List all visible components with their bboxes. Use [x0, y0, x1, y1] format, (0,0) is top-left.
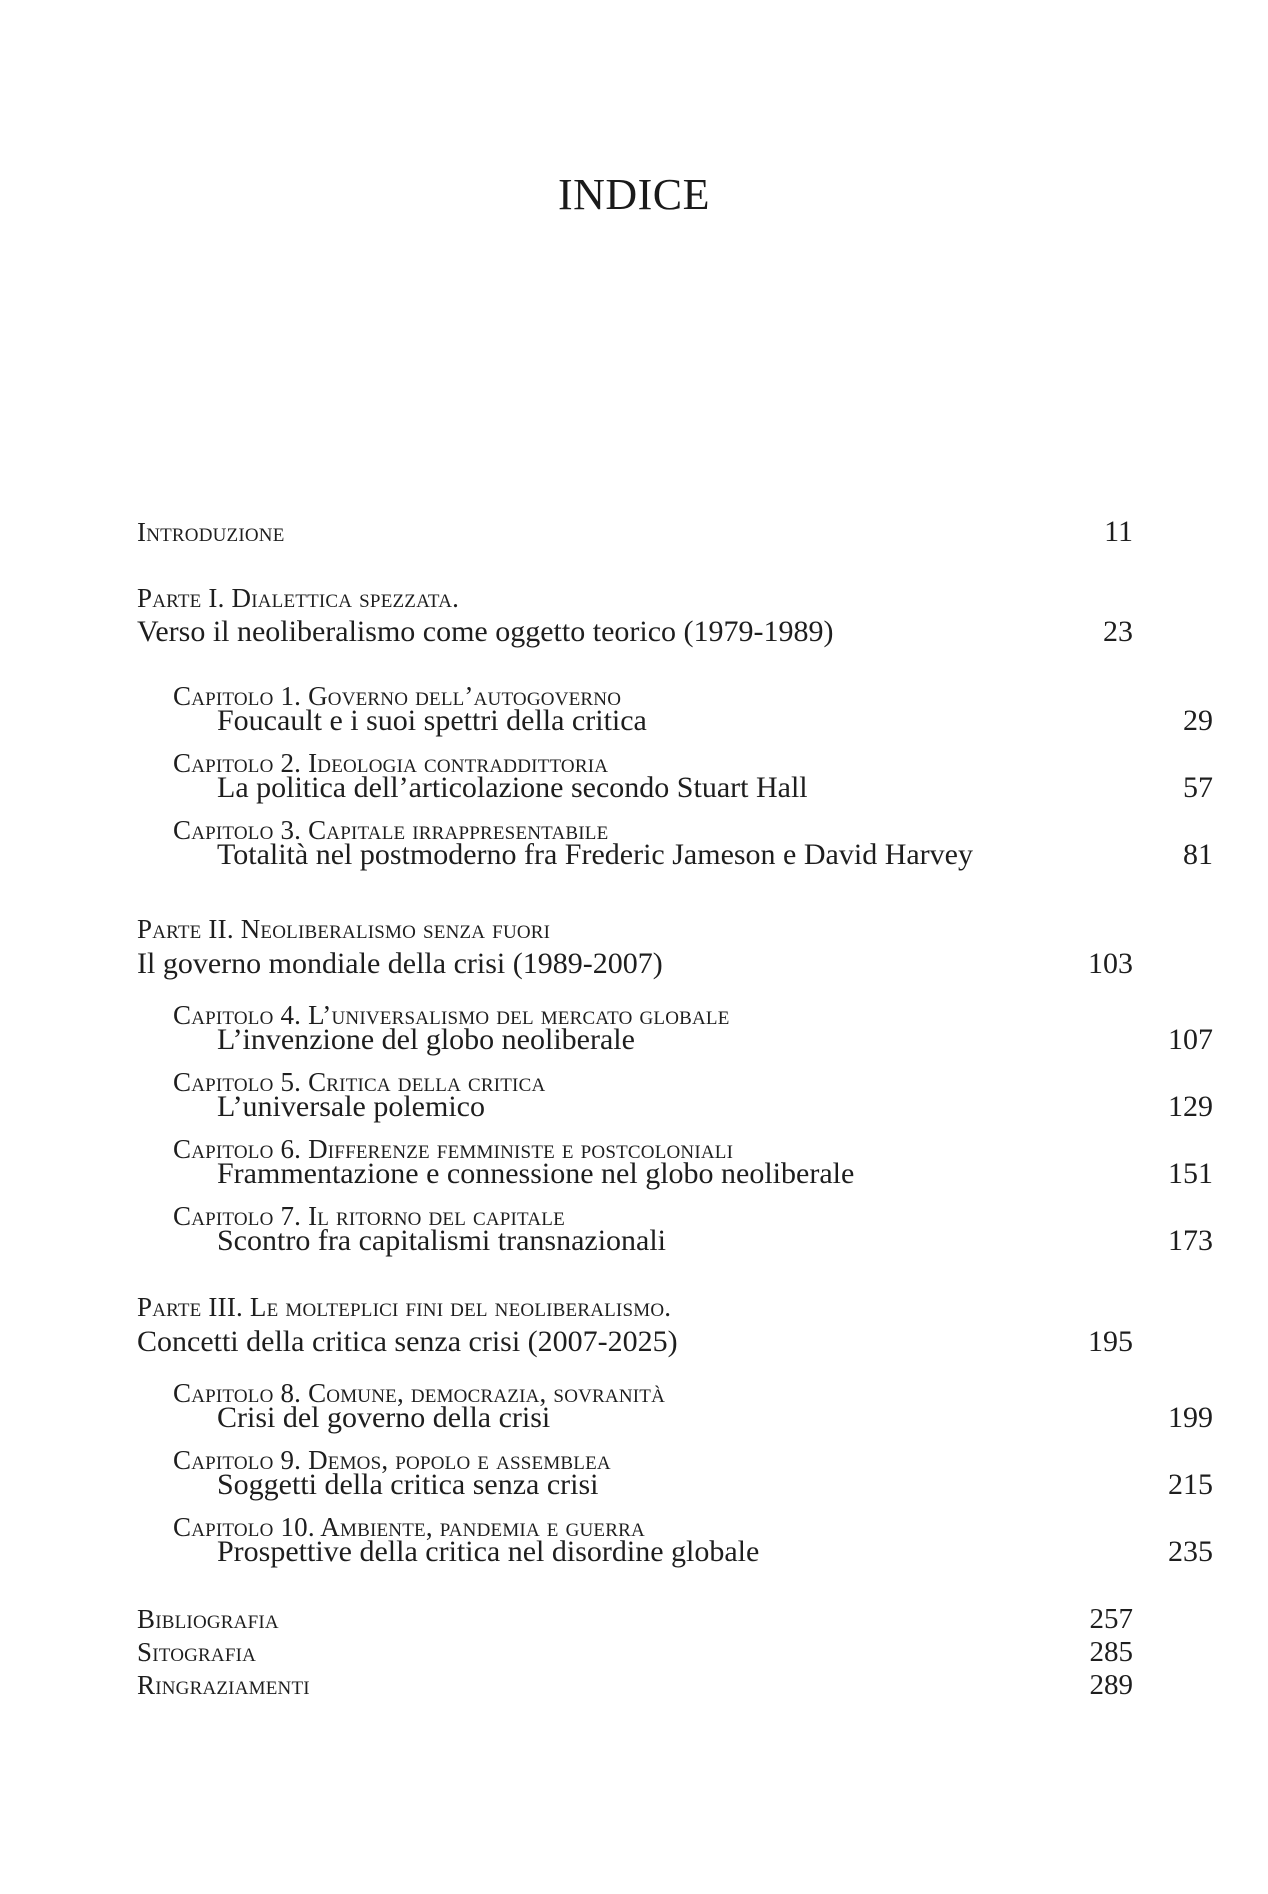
toc-entry-chapter[interactable]: [137, 1020, 1213, 1060]
chapter-subtitle: Prospettive della critica nel disordine globale: [217, 1535, 760, 1568]
chapter-title: Capitolo 6. Differenze femministe e postcoloniali: [173, 1134, 734, 1164]
table-of-contents: [137, 0, 1213, 1894]
toc-entry-chapter[interactable]: [137, 1398, 1213, 1438]
part-title: Parte I. Dialettica spezzata.: [137, 583, 460, 613]
chapter-title: Capitolo 7. Il ritorno del capitale: [173, 1201, 565, 1231]
chapter-title: Capitolo 3. Capitale irrappresentabile: [173, 815, 609, 845]
page-number: 257: [1089, 1603, 1133, 1635]
chapter-title: Capitolo 2. Ideologia contraddittoria: [173, 748, 609, 778]
part-heading: [137, 909, 1133, 949]
chapter-subtitle: Foucault e i suoi spettri della critica: [217, 704, 647, 737]
page-number: 129: [1168, 1090, 1213, 1123]
chapter-subtitle: Crisi del governo della crisi: [217, 1401, 551, 1434]
entry-label: Introduzione: [137, 517, 285, 547]
page-title: INDICE: [557, 170, 711, 219]
page-number: 285: [1089, 1636, 1133, 1668]
chapter-subtitle: L’universale polemico: [217, 1090, 485, 1123]
part-heading: [137, 1287, 1133, 1327]
part-title: Parte III. Le molteplici fini del neoliberalismo.: [137, 1292, 672, 1322]
part-subtitle: Concetti della critica senza crisi (2007-2025): [137, 1325, 678, 1358]
chapter-title: Capitolo 10. Ambiente, pandemia e guerra: [173, 1512, 645, 1542]
page-number: 173: [1168, 1224, 1213, 1257]
chapter-subtitle: La politica dell’articolazione secondo Stuart Hall: [217, 771, 808, 804]
chapter-title: Capitolo 9. Demos, popolo e assemblea: [173, 1445, 611, 1475]
page-number: 195: [1088, 1325, 1133, 1358]
chapter-subtitle: Frammentazione e connessione nel globo neoliberale: [217, 1157, 855, 1190]
chapter-title: Capitolo 8. Comune, democrazia, sovranità: [173, 1378, 665, 1408]
page-number: 107: [1168, 1023, 1213, 1056]
page-number: 103: [1088, 947, 1133, 980]
toc-entry-ringraziamenti[interactable]: [137, 1665, 1133, 1705]
entry-label: Sitografia: [137, 1637, 257, 1667]
chapter-title: Capitolo 5. Critica della critica: [173, 1067, 546, 1097]
toc-entry-chapter[interactable]: [137, 1221, 1213, 1261]
part-title: Parte II. Neoliberalismo senza fuori: [137, 914, 551, 944]
page-number: 151: [1168, 1157, 1213, 1190]
page-number: 23: [1103, 615, 1133, 648]
toc-entry-chapter[interactable]: [137, 835, 1213, 875]
chapter-title: Capitolo 4. L’universalismo del mercato globale: [173, 1000, 730, 1030]
toc-entry-part-3[interactable]: [137, 1322, 1133, 1362]
page-number: 289: [1089, 1669, 1133, 1701]
page-number: 11: [1104, 515, 1133, 548]
page-number: 215: [1168, 1468, 1213, 1501]
toc-entry-chapter[interactable]: [137, 1087, 1213, 1127]
toc-entry-part-1[interactable]: [137, 612, 1133, 652]
chapter-title: Capitolo 1. Governo dell’autogoverno: [173, 681, 622, 711]
toc-entry-introduzione[interactable]: [137, 512, 1133, 552]
chapter-subtitle: Totalità nel postmoderno fra Frederic Jameson e David Harvey: [217, 838, 973, 871]
entry-label: Ringraziamenti: [137, 1670, 310, 1700]
toc-entry-chapter[interactable]: [137, 1532, 1213, 1572]
chapter-subtitle: Soggetti della critica senza crisi: [217, 1468, 599, 1501]
page-number: 29: [1183, 704, 1213, 737]
page-number: 57: [1183, 771, 1213, 804]
chapter-subtitle: Scontro fra capitalismi transnazionali: [217, 1224, 667, 1257]
toc-entry-chapter[interactable]: [137, 701, 1213, 741]
page-number: 235: [1168, 1535, 1213, 1568]
page-number: 81: [1183, 838, 1213, 871]
page-number: 199: [1168, 1401, 1213, 1434]
entry-label: Bibliografia: [137, 1604, 279, 1634]
chapter-subtitle: L’invenzione del globo neoliberale: [217, 1023, 635, 1056]
toc-entry-chapter[interactable]: [137, 768, 1213, 808]
part-subtitle: Il governo mondiale della crisi (1989-2007): [137, 947, 663, 980]
toc-entry-part-2[interactable]: [137, 944, 1133, 984]
toc-entry-chapter[interactable]: [137, 1154, 1213, 1194]
part-subtitle: Verso il neoliberalismo come oggetto teorico (1979-1989): [137, 615, 834, 648]
toc-entry-chapter[interactable]: [137, 1465, 1213, 1505]
